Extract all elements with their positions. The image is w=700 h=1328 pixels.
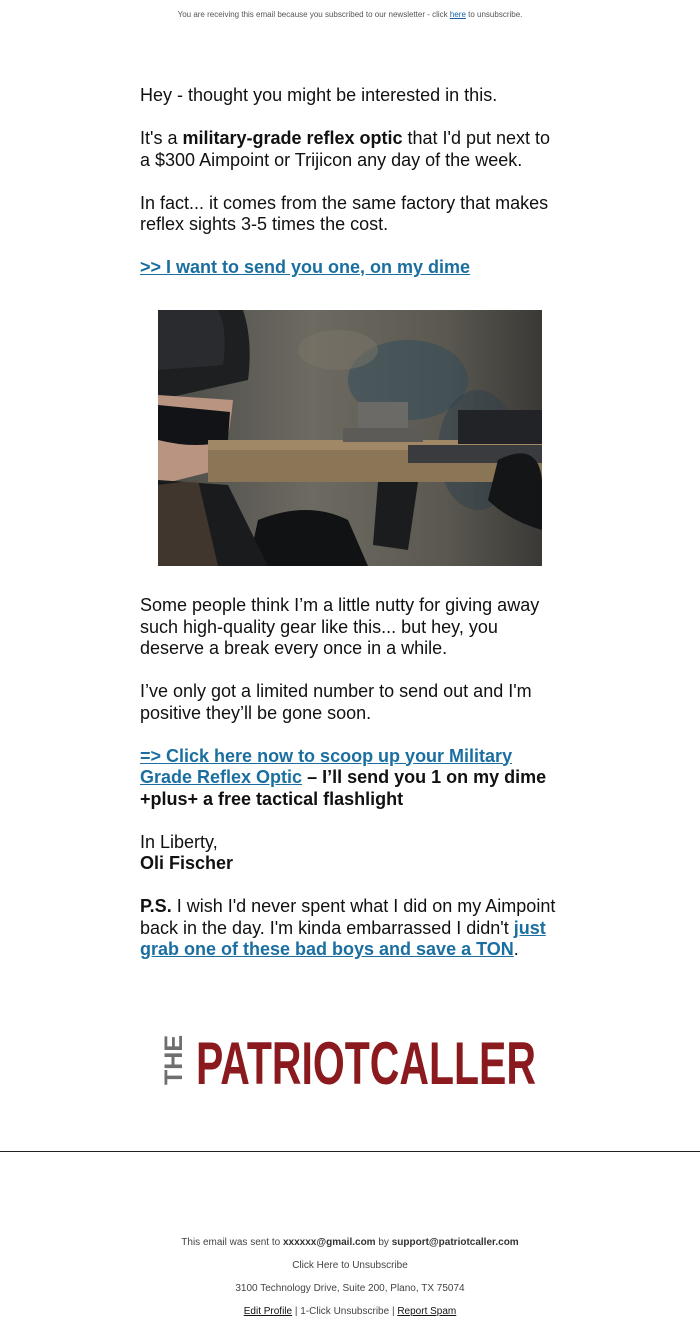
sent-to-text: This email was sent to: [181, 1237, 283, 1248]
email-intro: [140, 85, 565, 300]
cta-paragraph-2: [140, 746, 565, 811]
preheader: [0, 10, 700, 19]
nutty-paragraph: Some people think I’m a little nutty for giving away such high-quality gear like this... but hey, you deserve a break every once in a while.: [140, 595, 540, 658]
ps-label: P.S.: [140, 896, 172, 916]
intro-bold: military-grade reflex optic: [182, 128, 403, 148]
cta-link-send-one[interactable]: >> I want to send you one, on my dime: [140, 257, 471, 277]
hero-image[interactable]: [158, 310, 542, 566]
signoff-block: [140, 832, 565, 875]
email-footer: [0, 1236, 700, 1328]
logo-the: THE: [160, 1035, 188, 1085]
limited-paragraph: I’ve only got a limited number to send out and I'm positive they’ll be gone soon.: [140, 681, 532, 723]
report-spam-link[interactable]: Report Spam: [397, 1306, 457, 1317]
intro-text: It's a: [140, 128, 183, 148]
sender-email: support@patriotcaller.com: [391, 1237, 519, 1248]
unsubscribe-link[interactable]: Click Here to Unsubscribe: [292, 1260, 408, 1271]
ps-link-grab-one[interactable]: just grab one of these bad boys and save a TON: [140, 917, 546, 959]
preheader-text-end: to unsubscribe.: [465, 10, 523, 19]
ps-text: I wish I'd never spent what I did on my Aimpoint back in the day. I'm kinda embarrassed I didn't: [140, 896, 556, 938]
recipient-email: xxxxxx@gmail.com: [283, 1237, 376, 1248]
preheader-unsubscribe-link[interactable]: here: [449, 10, 466, 19]
one-click-unsubscribe-link[interactable]: 1-Click Unsubscribe: [300, 1306, 390, 1317]
ps-paragraph: [140, 896, 565, 961]
signature-name: Oli Fischer: [140, 853, 234, 873]
factory-paragraph: In fact... it comes from the same factory that makes reflex sights 3-5 times the cost.: [140, 192, 549, 234]
signoff: In Liberty,: [140, 831, 218, 852]
edit-profile-link[interactable]: Edit Profile: [243, 1306, 293, 1317]
cta-link-scoop-optic[interactable]: => Click here now to scoop up your Military Grade Reflex Optic: [140, 745, 513, 787]
preheader-text: You are receiving this email because you subscribed to our newsletter - click: [177, 10, 450, 19]
footer-links: [0, 1305, 700, 1328]
footer-separator-2: |: [389, 1306, 398, 1317]
footer-separator: |: [292, 1306, 301, 1317]
patriot-caller-logo[interactable]: [160, 1028, 540, 1097]
logo-name: PATRIOTCALLER: [196, 1030, 536, 1097]
footer-divider: [0, 1151, 700, 1152]
intro-paragraph: [140, 128, 565, 171]
ps-end: .: [513, 939, 519, 959]
intro-text-2: that I'd put next to a $300 Aimpoint or Trijicon any day of the week.: [140, 128, 551, 170]
greeting: Hey - thought you might be interested in this.: [140, 85, 498, 105]
cta-paragraph-1: [140, 257, 565, 279]
email-body: [140, 595, 565, 982]
by-text: by: [375, 1237, 392, 1248]
postal-address: 3100 Technology Drive, Suite 200, Plano, TX 75074: [235, 1283, 465, 1294]
cta-offer-text: – I’ll send you 1 on my dime +plus+ a free tactical flashlight: [140, 767, 547, 809]
hero-photo-illustration: [158, 310, 542, 566]
logo-mark: [160, 1028, 540, 1097]
sent-to-line: [0, 1236, 700, 1259]
